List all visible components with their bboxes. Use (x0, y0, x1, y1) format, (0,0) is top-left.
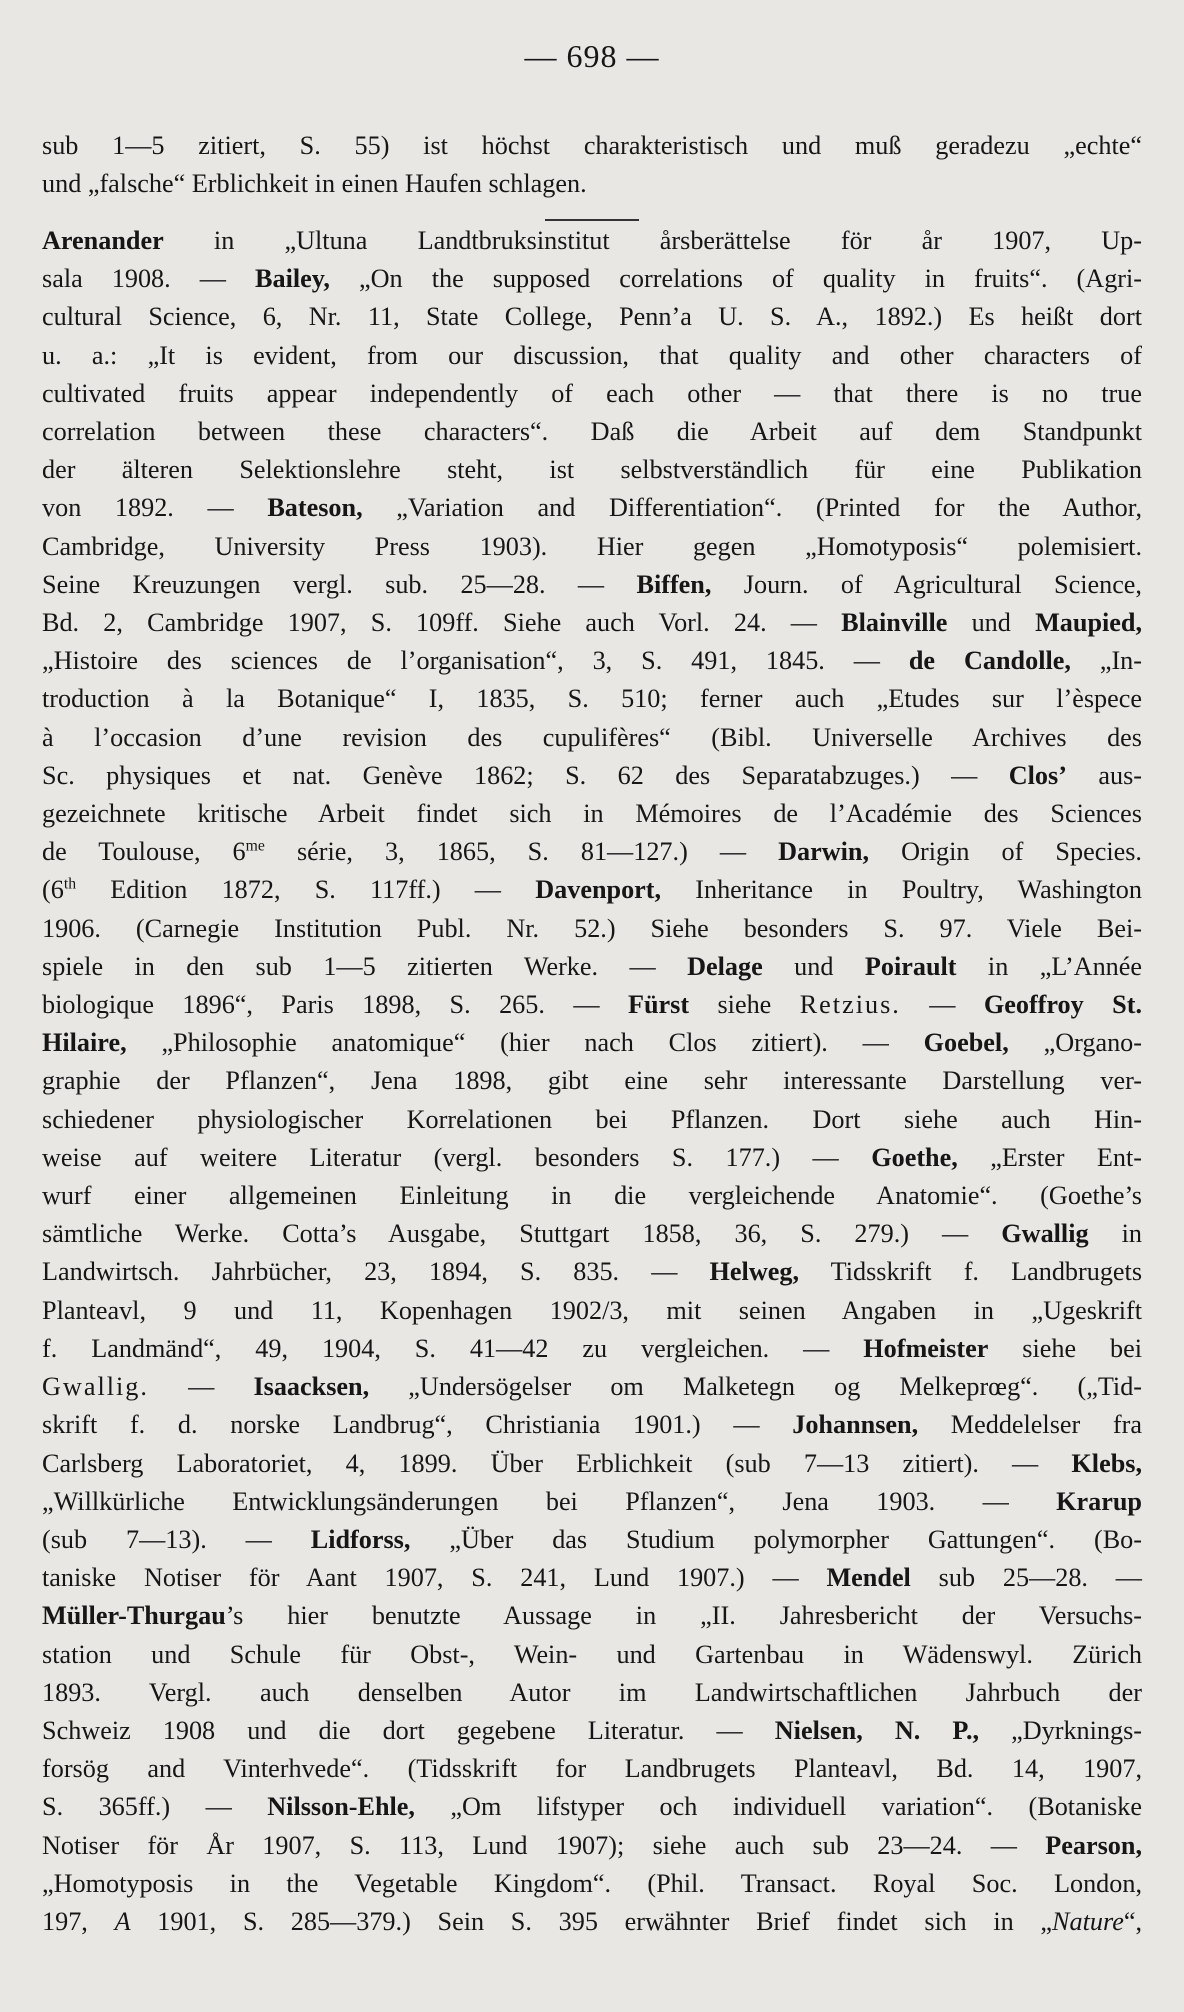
text-line (42, 1559, 1142, 1597)
cited-author: de Candolle, (908, 646, 1071, 676)
cited-author: Geoffroy St. (983, 990, 1142, 1020)
text-line (42, 566, 1142, 604)
text-line (42, 1903, 1142, 1941)
text-run: „Willkürliche Entwicklungsänderungen bei Pflanzen“, Jena 1903. — (42, 1486, 1057, 1516)
text-run: graphie der Pflanzen“, Jena 1898, gibt eine sehr interessante Darstellung ver- (42, 1066, 1142, 1096)
text-run: siehe bei (988, 1333, 1142, 1363)
text-line (42, 871, 1142, 909)
text-line (42, 1445, 1142, 1483)
text-run: — (148, 1372, 254, 1402)
text-run: „Erster Ent- (957, 1142, 1142, 1172)
text-run: taniske Notiser för Aant 1907, S. 241, Lund 1907.) — (42, 1563, 827, 1593)
text-line (42, 1636, 1142, 1674)
text-line (42, 1712, 1142, 1750)
text-run: „Homotyposis in the Vegetable Kingdom“. (Phil. Transact. Royal Soc. London, (42, 1868, 1142, 1898)
paragraph-continuation (42, 127, 1142, 203)
text-run: Landwirtsch. Jahrbücher, 23, 1894, S. 835. — (42, 1257, 710, 1287)
text-run: f. Landmänd“, 49, 1904, S. 41—42 zu vergleichen. — (42, 1333, 864, 1363)
text-line (42, 1253, 1142, 1291)
text-line (42, 337, 1142, 375)
text-run: (6 (42, 875, 64, 905)
text-run: spiele in den sub 1—5 zitierten Werke. — (42, 951, 688, 981)
text-run: biologique 1896“, Paris 1898, S. 265. — (42, 990, 628, 1020)
text-line (42, 833, 1142, 871)
text-line (42, 1177, 1142, 1215)
text-line (42, 1215, 1142, 1253)
text-run: Nature (1052, 1906, 1124, 1936)
text-line (42, 298, 1142, 336)
text-run: Planteavl, 9 und 11, Kopenhagen 1902/3, mit seinen Angaben in „Ugeskrift (42, 1295, 1142, 1325)
cited-author: Darwin, (778, 837, 870, 867)
cited-author: Gwallig (1001, 1219, 1089, 1249)
text-line (42, 1750, 1142, 1788)
text-line (42, 451, 1142, 489)
text-run: „On the supposed correlations of quality in fruits“. (Agri- (329, 264, 1143, 294)
text-run: „Organo- (1008, 1028, 1142, 1058)
text-run: von 1892. — (42, 493, 268, 523)
cited-author: Goethe, (871, 1142, 958, 1172)
text-run: schiedener physiologischer Korrelationen bei Pflanzen. Dort siehe auch Hin- (42, 1104, 1142, 1134)
section-divider (545, 219, 639, 221)
text-line (42, 1292, 1142, 1330)
text-run: u. a.: „It is evident, from our discussion, that quality and other characters of (42, 340, 1142, 370)
text-run: gezeichnete kritische Arbeit findet sich in Mémoires de l’Académie des Sciences (42, 799, 1142, 829)
text-run: „Philosophie anatomique“ (hier nach Clos zitiert). — (126, 1028, 924, 1058)
text-run: Journ. of Agricultural Science, (711, 569, 1142, 599)
text-run: cultural Science, 6, Nr. 11, State College, Penn’a U. S. A., 1892.) Es heißt dort (42, 302, 1142, 332)
text-run: S. 365ff.) — (42, 1792, 268, 1822)
text-run: Meddelelser fra (918, 1410, 1142, 1440)
page-number: — 698 — (524, 38, 660, 74)
text-line (42, 1368, 1142, 1406)
text-run: 1901, S. 285—379.) Sein S. 395 erwähnter Brief findet sich in „ (130, 1906, 1053, 1936)
text-run: correlation between these characters“. Daß die Arbeit auf dem Standpunkt (42, 417, 1142, 447)
text-run: „Undersögelser om Malketegn og Melkeprœg“. („Tid- (369, 1372, 1143, 1402)
text-run: weise auf weitere Literatur (vergl. besonders S. 177.) — (42, 1142, 872, 1172)
text-run: skrift f. d. norske Landbrug“, Christiania 1901.) — (42, 1410, 793, 1440)
cited-author: Blainville (841, 608, 948, 638)
text-line (42, 757, 1142, 795)
text-line (42, 1406, 1142, 1444)
text-run: Carlsberg Laboratoriet, 4, 1899. Über Erblichkeit (sub 7—13 zitiert). — (42, 1448, 1072, 1478)
cited-author: Arenander (42, 226, 164, 255)
text-run: forsög and Vinterhvede“. (Tidsskrift for Landbrugets Planteavl, Bd. 14, 1907, (42, 1754, 1142, 1784)
superscript: me (245, 837, 265, 855)
text-run: Tidsskrift f. Landbrugets (799, 1257, 1143, 1287)
text-run: A (114, 1906, 131, 1936)
text-run: 1906. (Carnegie Institution Publ. Nr. 52.) Siehe besonders S. 97. Viele Bei- (42, 913, 1142, 943)
text-line (42, 680, 1142, 718)
cited-author: Fürst (627, 990, 690, 1020)
text-run: Seine Kreuzungen vergl. sub. 25—28. — (42, 569, 637, 599)
text-run: Edition 1872, S. 117ff.) — (76, 875, 536, 905)
text-run: Gwallig. (42, 1372, 149, 1402)
text-run: in „L’Année (956, 951, 1143, 981)
text-run: „Dyrknings- (979, 1715, 1143, 1745)
text-run: 197, (42, 1906, 115, 1936)
cited-author: Pearson, (1045, 1830, 1142, 1860)
text-line (42, 986, 1142, 1024)
text-run: Cambridge, University Press 1903). Hier gegen „Homotyposis“ polemisiert. (42, 531, 1142, 561)
text-run: Inheritance in Poultry, Washington (661, 875, 1142, 905)
text-run: série, 3, 1865, S. 81—127.) — (264, 837, 779, 867)
cited-author: Mendel (826, 1563, 911, 1593)
text-line (42, 222, 1142, 260)
cited-author: Helweg, (709, 1257, 799, 1287)
text-run: der älteren Selektionslehre steht, ist selbstverständlich für eine Publikation (42, 455, 1142, 485)
text-line (42, 795, 1142, 833)
text-run: siehe (689, 990, 800, 1020)
text-line (42, 1330, 1142, 1368)
text-run: und (762, 951, 865, 981)
text-run: „Über das Studium polymorpher Gattungen“. (Bo- (410, 1524, 1142, 1554)
cited-author: Biffen, (636, 569, 712, 599)
text-run: „Om lifstyper och individuell variation“. (Botaniske (414, 1792, 1142, 1822)
cited-author: Clos’ (1008, 760, 1067, 790)
text-line (42, 948, 1142, 986)
text-run: (sub 7—13). — (42, 1524, 311, 1554)
text-line (42, 642, 1142, 680)
cited-author: Krarup (1056, 1486, 1142, 1516)
text-run: ’s hier benutzte Aussage in „II. Jahresbericht der Versuchs- (225, 1601, 1142, 1631)
text-run: cultivated fruits appear independently of each other — that there is no true (42, 378, 1142, 408)
text-line (42, 1788, 1142, 1826)
text-line (42, 1521, 1142, 1559)
cited-author: Hofmeister (863, 1333, 989, 1363)
text-run: 1893. Vergl. auch denselben Autor im Landwirtschaftlichen Jahrbuch der (42, 1677, 1142, 1707)
text-run: — (900, 990, 984, 1020)
cited-author: Bailey, (255, 264, 330, 294)
text-line (42, 528, 1142, 566)
text-run: wurf einer allgemeinen Einleitung in die vergleichende Anatomie“. (Goethe’s (42, 1181, 1142, 1211)
text-run: „Histoire des sciences de l’organisation“, 3, S. 491, 1845. — (42, 646, 909, 676)
paragraph-references (42, 222, 1142, 1941)
text-line (42, 1865, 1142, 1903)
text-line (42, 910, 1142, 948)
text-line (42, 260, 1142, 298)
text-run: sub 1—5 zitiert, S. 55) ist höchst charakteristisch und muß geradezu „echte“ (42, 131, 1142, 160)
text-run: station und Schule für Obst-, Wein- und Gartenbau in Wädenswyl. Zürich (42, 1639, 1142, 1669)
cited-author: Poirault (864, 951, 957, 981)
text-line (42, 1827, 1142, 1865)
text-run: Schweiz 1908 und die dort gegebene Literatur. — (42, 1715, 775, 1745)
text-run: Notiser för År 1907, S. 113, Lund 1907); siehe auch sub 23—24. — (42, 1830, 1046, 1860)
text-run: sub 25—28. — (910, 1563, 1142, 1593)
text-run: und (947, 608, 1036, 638)
text-run: aus- (1066, 760, 1142, 790)
text-run: und „falsche“ Erblichkeit in einen Haufen schlagen. (42, 169, 587, 199)
text-run: Sc. physiques et nat. Genève 1862; S. 62 des Separatabzuges.) — (42, 760, 1009, 790)
cited-author: Bateson, (267, 493, 363, 523)
text-line (42, 604, 1142, 642)
cited-author: Davenport, (535, 875, 662, 905)
text-run: sala 1908. — (42, 264, 256, 294)
text-line (42, 165, 1142, 203)
cited-author: Lidforss, (310, 1524, 411, 1554)
text-line (42, 1101, 1142, 1139)
text-run: Bd. 2, Cambridge 1907, S. 109ff. Siehe auch Vorl. 24. — (42, 608, 842, 638)
text-line (42, 1139, 1142, 1177)
text-run: „Variation and Differentiation“. (Printed for the Author, (362, 493, 1142, 523)
text-line (42, 1062, 1142, 1100)
text-run: Retzius. (799, 990, 901, 1020)
cited-author: Müller-Thurgau (42, 1601, 226, 1631)
text-line (42, 375, 1142, 413)
text-line (42, 489, 1142, 527)
cited-author: Nilsson-Ehle, (267, 1792, 415, 1822)
text-run: in (1088, 1219, 1143, 1249)
text-run: troduction à la Botanique“ I, 1835, S. 510; ferner auch „Etudes sur l’èspece (42, 684, 1142, 714)
text-run: à l’occasion d’une revision des cupulifères“ (Bibl. Universelle Archives des (42, 722, 1142, 752)
text-run: Origin of Species. (869, 837, 1142, 867)
text-run: „In- (1070, 646, 1142, 676)
text-line (42, 1674, 1142, 1712)
text-run: de Toulouse, 6 (42, 837, 246, 867)
text-line (42, 1024, 1142, 1062)
text-line (42, 719, 1142, 757)
text-run: “, (1123, 1906, 1142, 1936)
cited-author: Maupied, (1035, 608, 1143, 638)
cited-author: Delage (687, 951, 763, 981)
text-line (42, 413, 1142, 451)
cited-author: Nielsen, N. P., (774, 1715, 980, 1745)
cited-author: Johannsen, (792, 1410, 919, 1440)
cited-author: Goebel, (923, 1028, 1009, 1058)
cited-author: Hilaire, (42, 1028, 127, 1058)
cited-author: Isaacksen, (253, 1372, 370, 1402)
text-line (42, 1483, 1142, 1521)
superscript: th (63, 875, 77, 893)
text-run: in „Ultuna Landtbruksinstitut årsberättelse för år 1907, Up- (163, 226, 1142, 255)
text-line (42, 1597, 1142, 1635)
text-run: sämtliche Werke. Cotta’s Ausgabe, Stuttgart 1858, 36, S. 279.) — (42, 1219, 1002, 1249)
cited-author: Klebs, (1071, 1448, 1142, 1478)
text-line (42, 127, 1142, 165)
